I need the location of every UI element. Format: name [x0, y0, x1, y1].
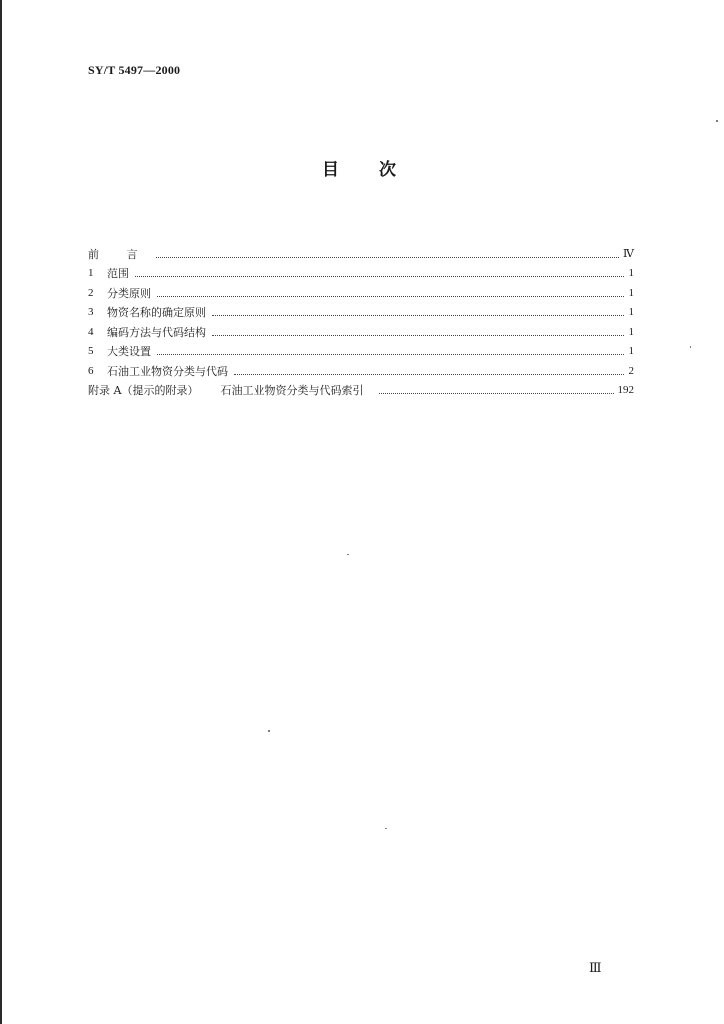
toc-entry-number: 2: [88, 286, 94, 299]
scan-speck: [716, 120, 718, 122]
appendix-prefix: 附录 A（提示的附录）: [88, 384, 199, 397]
appendix-label: 石油工业物资分类与代码索引: [220, 384, 364, 397]
toc-entry-appendix-a[interactable]: [88, 378, 634, 398]
toc-entry-5[interactable]: [88, 339, 634, 359]
toc-entry-page: 1: [628, 286, 634, 299]
toc-entry-label: 大类设置: [107, 345, 151, 358]
toc-entry-page: 1: [628, 306, 634, 318]
toc-leader-dots: [157, 296, 624, 297]
toc-entry-label: 范围: [107, 267, 129, 280]
toc-title-char-1: 目: [322, 160, 339, 180]
scan-speck: [385, 828, 387, 829]
toc-entry-page: 1: [628, 345, 634, 357]
toc-leader-dots: [157, 354, 624, 355]
toc-entry-3[interactable]: [88, 300, 634, 320]
page-number: Ⅲ: [589, 960, 602, 975]
toc-entry-number: 1: [88, 267, 94, 279]
toc-entry-number: 3: [88, 306, 94, 318]
toc-entry-label: 分类原则: [107, 286, 151, 300]
scan-edge: [0, 0, 2, 1024]
toc-entry-number: 6: [88, 364, 94, 377]
scan-speck: [347, 554, 349, 555]
toc-leader-dots: [156, 257, 620, 258]
toc-entry-1[interactable]: [88, 261, 634, 281]
toc-entry-label: 物资名称的确定原则: [107, 306, 206, 319]
toc-entry-label: 前 言: [88, 247, 150, 261]
toc-entry-2[interactable]: [88, 280, 634, 300]
toc-entry-label: 编码方法与代码结构: [107, 325, 206, 339]
table-of-contents: [88, 241, 634, 397]
toc-entry-6[interactable]: [88, 358, 634, 378]
toc-leader-dots: [212, 315, 624, 316]
toc-entry-page: 1: [628, 325, 634, 338]
toc-entry-foreword[interactable]: [88, 241, 634, 261]
scan-speck: [268, 730, 270, 732]
toc-entry-page: Ⅳ: [623, 247, 634, 260]
scan-speck: [690, 346, 691, 348]
toc-entry-label: 石油工业物资分类与代码: [107, 364, 228, 378]
toc-title-char-2: 次: [379, 160, 396, 180]
toc-leader-dots: [212, 335, 624, 336]
toc-entry-4[interactable]: [88, 319, 634, 339]
toc-entry-page: 192: [617, 384, 634, 396]
toc-entry-number: 4: [88, 325, 94, 338]
toc-leader-dots: [234, 374, 624, 375]
toc-leader-dots: [135, 276, 624, 277]
toc-entry-page: 1: [628, 267, 634, 279]
toc-entry-page: 2: [628, 364, 634, 377]
toc-title: [322, 155, 396, 180]
toc-leader-dots: [379, 393, 613, 394]
toc-entry-number: 5: [88, 345, 94, 357]
standard-code: SY/T 5497—2000: [88, 63, 181, 77]
